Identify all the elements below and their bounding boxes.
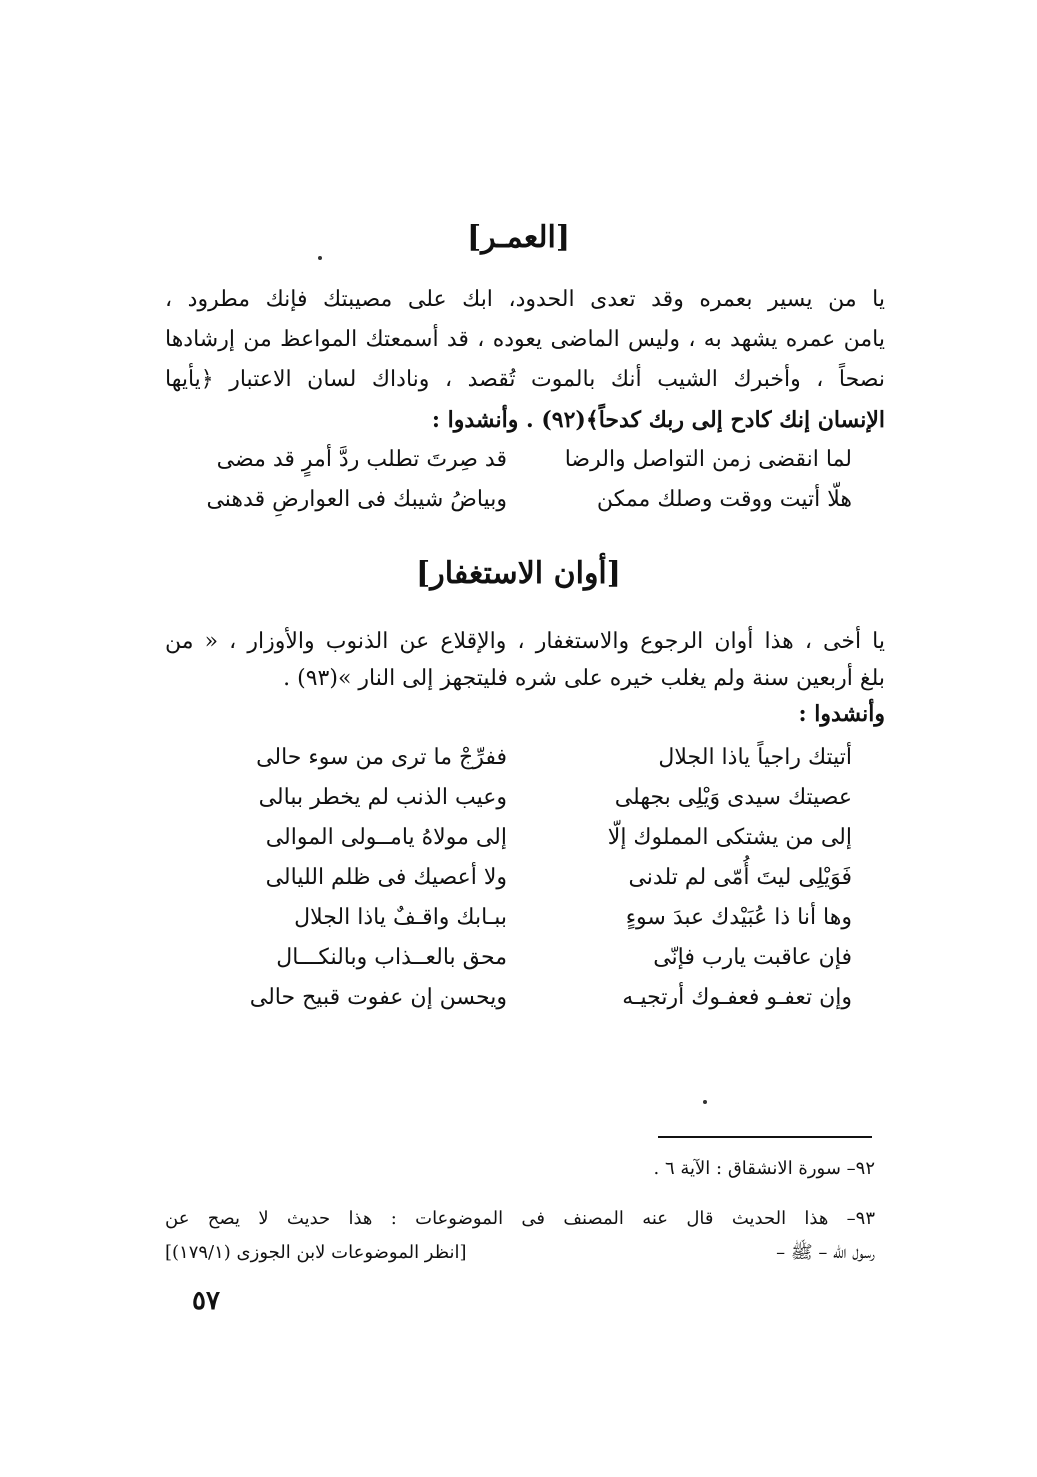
verse-first-hemistich: فإن عاقبت يارب فإنّى — [653, 945, 852, 970]
paragraph-line: يا أخى ، هذا أوان الرجوع والاستغفار ، والإقلاع عن الذنوب والأوزار ، « من — [165, 629, 885, 654]
paragraph-line: يا من يسير بعمره وقد تعدى الحدود، ابك على مصيبتك فإنك مطرود ، — [165, 287, 885, 312]
poem-verse — [192, 938, 852, 978]
ink-speck — [318, 256, 322, 260]
paragraph-line: نصحاً ، وأخبرك الشيب أنك بالموت تُقصد ، وناداك لسان الاعتبار ﴿يأيها — [165, 367, 885, 392]
poem-repentance — [192, 738, 852, 1018]
verse-second-hemistich: قد صِرتَ تطلب ردَّ أمرٍ قد مضى — [216, 447, 507, 472]
poem-verse — [192, 978, 852, 1018]
section-heading-age: [العمـر] — [466, 220, 571, 255]
footnote-row — [165, 1236, 875, 1270]
verse-second-hemistich: ولا أعصيك فى ظلم الليالى — [265, 865, 507, 890]
section-heading-repentance: [أوان الاستغفار] — [416, 556, 621, 591]
paragraph-line: يامن عمره يشهد به ، وليس الماضى يعوده ، قد أسمعتك المواعظ من إرشادها — [165, 327, 885, 352]
page-number: ٥٧ — [192, 1286, 220, 1316]
paragraph-line: وأنشدوا : — [798, 701, 885, 727]
poem-verse — [192, 818, 852, 858]
ink-speck — [703, 1100, 707, 1104]
poem-verse — [192, 440, 852, 480]
verse-first-hemistich: هلّا أتيت ووقت وصلك ممكن — [596, 487, 852, 512]
verse-second-hemistich: ويحسن إن عفوت قبيح حالى — [249, 985, 507, 1010]
verse-first-hemistich: لما انقضى زمن التواصل والرضا — [564, 447, 852, 472]
poem-verse — [192, 858, 852, 898]
verse-first-hemistich: وإن تعفـو فعفـوك أرتجيـه — [622, 985, 852, 1010]
footnote-93 — [165, 1202, 875, 1270]
verse-second-hemistich: ببـابك واقـفٌ ياذا الجلال — [294, 905, 507, 930]
verse-first-hemistich: وها أنا ذا عُبَيْدك عبدَ سوءٍ — [625, 905, 852, 930]
poem-verse — [192, 898, 852, 938]
footnote-separator — [658, 1136, 872, 1138]
footnote-text: رسول الله – ﷺ – — [776, 1242, 875, 1263]
poem-verse — [192, 738, 852, 778]
footnote-reference: [انظر الموضوعات لابن الجوزى (١٧٩/١)] — [165, 1242, 467, 1263]
verse-second-hemistich: وعيب الذنب لم يخطر ببالى — [258, 785, 507, 810]
verse-second-hemistich: وبياضُ شيبك فى العوارضِ قدهنى — [206, 487, 507, 512]
paragraph-line: بلغ أربعين سنة ولم يغلب خيره على شره فليتجهز إلى النار »(٩٣) . — [283, 666, 885, 691]
poem-verse — [192, 480, 852, 520]
footnote-92 — [175, 1152, 875, 1186]
poem-age — [192, 440, 852, 520]
verse-first-hemistich: فَوَيْلِى ليتَ أُمّى لم تلدنى — [628, 865, 852, 890]
paragraph-line: الإنسان إنك كادح إلى ربك كدحاً﴾(٩٢) . وأنشدوا : — [431, 407, 885, 433]
verse-first-hemistich: أتيتك راجياً ياذا الجلال — [658, 745, 852, 770]
verse-first-hemistich: إلى من يشتكى المملوك إلّا — [607, 825, 852, 850]
verse-second-hemistich: إلى مولاهُ يامــولى الموالى — [265, 825, 507, 850]
verse-first-hemistich: عصيتك سيدى وَيْلِى بجهلى — [614, 785, 852, 810]
footnote-text: ٩٢– سورة الانشقاق : الآية ٦ . — [653, 1158, 875, 1179]
section-age-paragraph — [165, 280, 885, 440]
verse-second-hemistich: محق بالعــذاب وبالنكـــال — [276, 945, 507, 970]
poem-verse — [192, 778, 852, 818]
section-repentance-paragraph — [165, 622, 885, 732]
footnote-text: ٩٣– هذا الحديث قال عنه المصنف فى الموضوعات : هذا حديث لا يصح عن — [165, 1208, 875, 1229]
verse-second-hemistich: ففرِّجْ ما ترى من سوء حالى — [256, 745, 507, 770]
